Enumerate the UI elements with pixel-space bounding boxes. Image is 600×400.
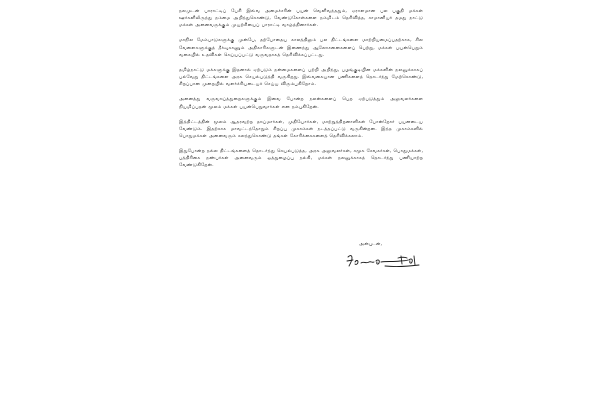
letter-paragraph-1: நலமுடன் பாராட்டிப் பேசி இவ்வ அமைச்சரின் பயன் வெளிவந்ததும், ஏராளமான பல பகுதி மக்கள் ஊர்களிலிருந்து நம்மை அறிந்துகொண்டு, வேண்டுகோள்களை நம்மிடம் தெரிவித்த, சாமானியர் தமது நாட்டு மக்கள் அனைவருக்கும் முயற்சியைப் பாராட்டி வாழ்த்தினார்கள்.: [179, 9, 423, 29]
letter-closing: அன்புடன்,: [359, 242, 383, 247]
letter-paragraph-3: தமிழ்நாட்டு மக்களுக்கு இதனால் ஏற்படும் நன்மைகளைப் பற்றி அறிந்து, பழங்குடியின மக்களின் நலனுக்காகப் பல்வேறு திட்டங்களை அரசு செயல்படுத்தி வருகிறது. இவ்வகையான பணிகளைத் தொடர்ந்து மேற்கொண்டு, சிறப்பான முறையில் வளர்ச்சியடையச் செய்ய விரும்புகிறோம்.: [179, 67, 423, 88]
letter-body: [179, 8, 423, 178]
letter-paragraph-2: மாநில மேம்பாடுகளுக்கு முன்பே, தற்போதைய காலத்திலும் பல திட்டங்களை மாற்றியமைப்பதற்காக, சில வேளைகளுக்குத் தீர்வுகாணும் அதிகாரிகளுடன் இணைந்து ஆலோசனைகளைப் பெற்று, மக்கள் பயன்பெறும் வகையில் உதவிகள் செய்யப்பட்டு வருவதாகத் தெரிவிக்கப்பட்டது.: [179, 38, 423, 58]
handwritten-signature: [345, 252, 425, 270]
letter-paragraph-5: இத்திட்டத்தின் மூலம் ஆதரவற்ற தாய்மார்கள், முதியோர்கள், மாற்றுத்திறனாளிகள் போன்றோர் பயனடைய வேண்டும். இதற்காக மாவட்டந்தோறும் சிறப்பு முகாம்கள் நடத்தப்பட்டு வருகின்றன. இந்த முகாம்களில் பொதுமக்கள் அனைவரும் கலந்துகொண்டு தங்கள் கோரிக்கைகளைத் தெரிவிக்கலாம்.: [179, 119, 423, 139]
letter-paragraph-4: அனைத்து வருவாய்த்துறைகளுக்கும் இவை போன்ற நலன்களைப் பெற ஏற்படுத்தும் அலுவலர்களை நியமிப்பதன் மூலம் மக்கள் பயன்பெறுவார்கள் என நம்புகிறேன்.: [179, 97, 423, 110]
letter-paragraph-6: இதுபோன்ற நல்ல திட்டங்களைத் தொடர்ந்து செயல்படுத்த, அரசு அலுவலர்கள், சமூக சேவகர்கள், பொதுமக்கள், பத்திரிகை நண்பர்கள் அனைவரும் ஒத்துழைப்பு நல்கி, மக்கள் நலனுக்காகத் தொடர்ந்து பணியாற்ற வேண்டுகிறேன்.: [179, 149, 423, 169]
